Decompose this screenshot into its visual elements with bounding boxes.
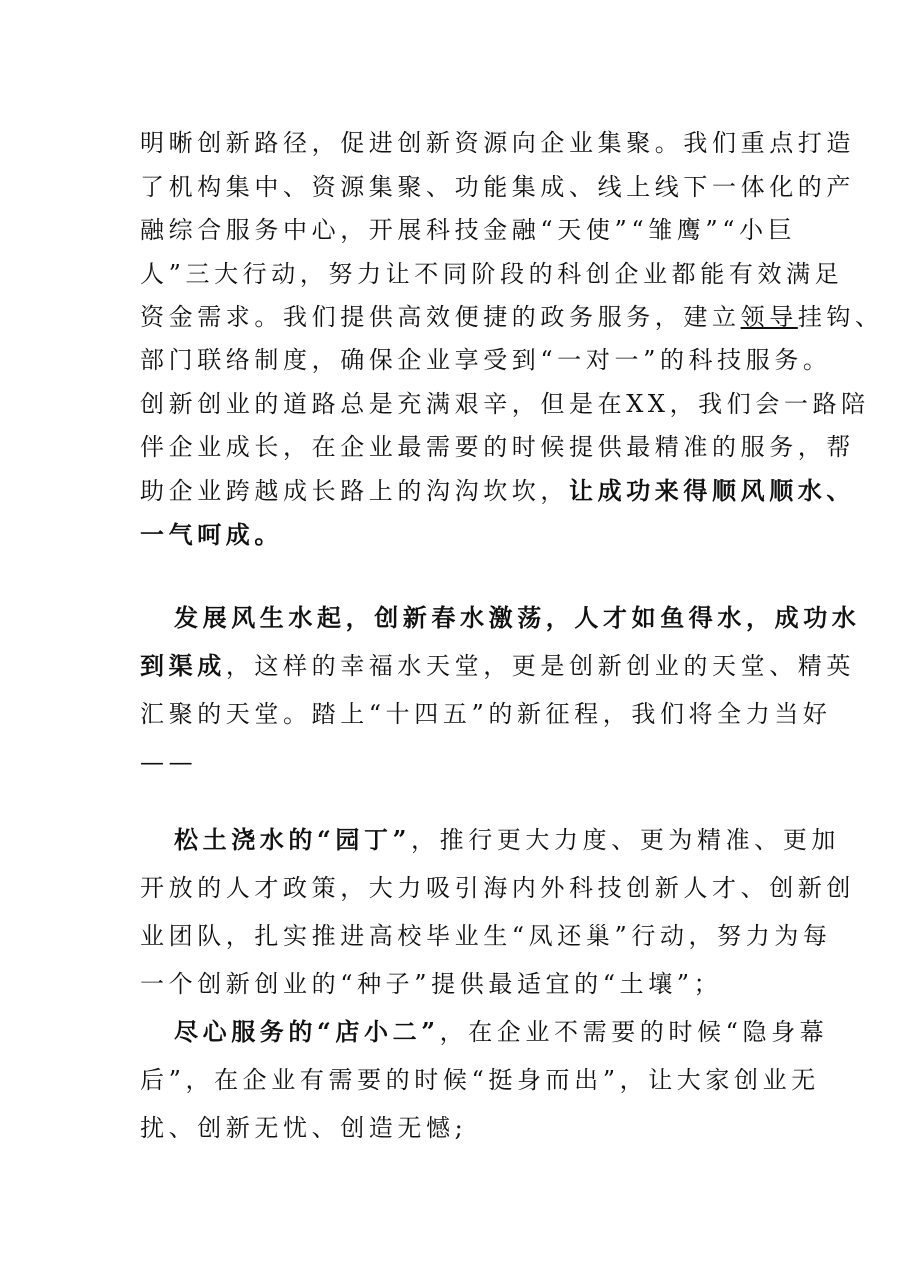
text-line: 扰、创新无忧、创造无憾;	[140, 1114, 468, 1142]
text-line: 开放的人才政策，大力吸引海内外科技创新人才、创新创	[140, 874, 855, 902]
text-line: 明晰创新路径，促进创新资源向企业集聚。我们重点打造	[140, 129, 855, 157]
text-line	[140, 476, 855, 506]
text-line	[140, 520, 800, 550]
text-run: ，推行更大力度、更为精准、更加	[411, 826, 841, 854]
underlined-text: 领导	[740, 303, 798, 331]
text-line	[174, 825, 841, 855]
text-run: 挂钩、	[797, 303, 884, 331]
bold-text: 松土浇水的“园丁”	[174, 825, 412, 854]
text-line: 了机构集中、资源集聚、功能集成、线上线下一体化的产	[140, 173, 855, 201]
text-line: 部门联络制度，确保企业享受到“一对一”的科技服务。	[140, 346, 832, 374]
text-line	[140, 302, 884, 332]
bold-text: 尽心服务的“店小二”	[174, 1017, 440, 1046]
text-run: 资金需求。我们提供高效便捷的政务服务，建立	[140, 303, 741, 331]
text-line: 创新创业的道路总是充满艰辛，但是在XX，我们会一路陪	[140, 390, 870, 418]
text-line: 业团队，扎实推进高校毕业生“凤还巢”行动，努力为每	[140, 922, 832, 950]
text-run: ，在企业不需要的时候“隐身幕	[439, 1018, 829, 1046]
text-line	[140, 651, 856, 681]
text-line: 一个创新创业的“种子”提供最适宜的“土壤”；	[140, 970, 723, 998]
text-line	[174, 603, 861, 633]
bold-text: 发展风生水起，创新春水激荡，人才如鱼得水，成功水	[174, 603, 861, 632]
text-line: ——	[140, 748, 198, 776]
text-line	[174, 1017, 834, 1047]
text-line: 伴企业成长，在企业最需要的时候提供最精准的服务，帮	[140, 433, 855, 461]
text-line: 融综合服务中心，开展科技金融“天使”“雏鹰”“小巨	[140, 216, 797, 244]
text-line: 人”三大行动，努力让不同阶段的科创企业都能有效满足	[140, 260, 844, 288]
text-run: 助企业跨越成长路上的沟沟坎坎，	[140, 477, 569, 505]
text-line: 汇聚的天堂。踏上“十四五”的新征程，我们将全力当好	[140, 700, 832, 728]
text-line: 后”，在企业有需要的时候“挺身而出”，让大家创业无	[140, 1066, 820, 1094]
bold-text: 到渠成	[140, 651, 226, 680]
bold-text: 让成功来得顺风顺水、	[569, 476, 855, 505]
bold-text: 一气呵成。	[140, 520, 283, 549]
text-run: ，这样的幸福水天堂，更是创新创业的天堂、精英	[225, 652, 856, 680]
